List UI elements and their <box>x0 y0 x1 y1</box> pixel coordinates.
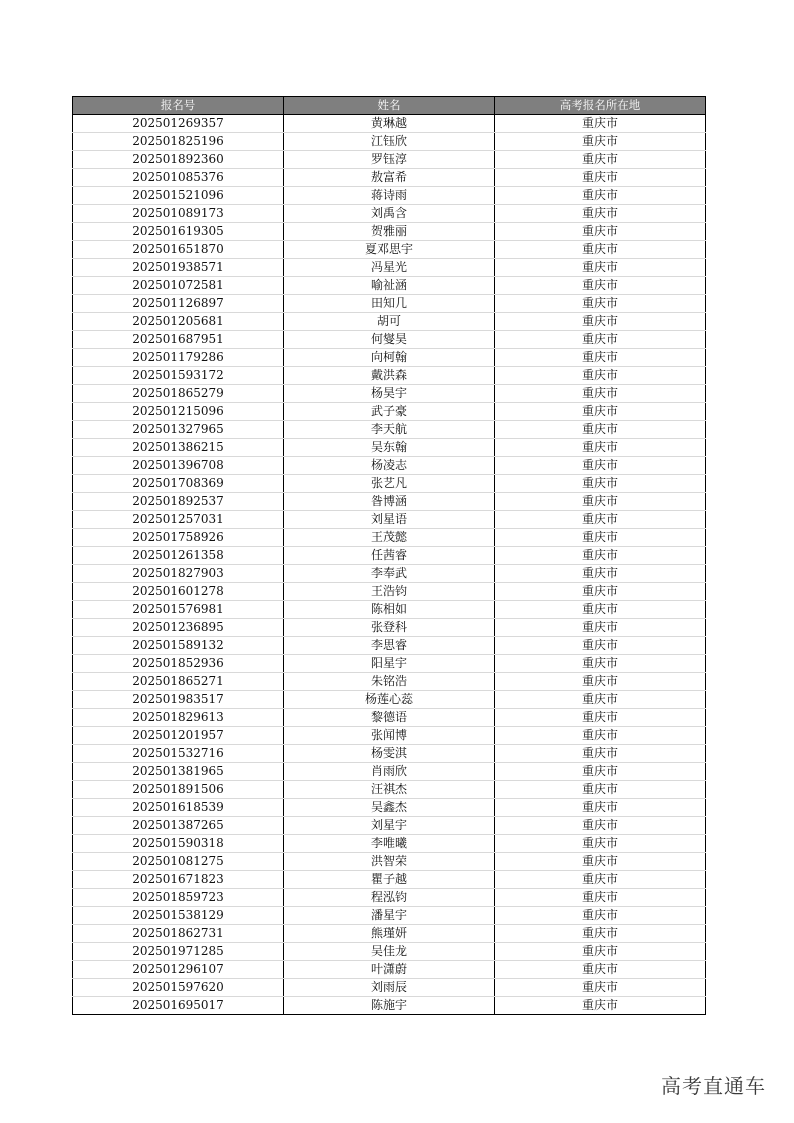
table-row <box>73 907 706 925</box>
registration-number-cell: 202501205681 <box>73 313 284 331</box>
location-cell: 重庆市 <box>495 313 706 331</box>
table-row <box>73 493 706 511</box>
name-cell: 肖雨欣 <box>284 763 495 781</box>
location-cell: 重庆市 <box>495 907 706 925</box>
location-cell: 重庆市 <box>495 799 706 817</box>
table-row <box>73 889 706 907</box>
location-cell: 重庆市 <box>495 673 706 691</box>
name-cell: 叶潇蔚 <box>284 961 495 979</box>
registration-number-cell: 202501576981 <box>73 601 284 619</box>
registration-number-cell: 202501938571 <box>73 259 284 277</box>
location-cell: 重庆市 <box>495 835 706 853</box>
location-cell: 重庆市 <box>495 169 706 187</box>
table-row <box>73 853 706 871</box>
registration-number-cell: 202501085376 <box>73 169 284 187</box>
location-cell: 重庆市 <box>495 403 706 421</box>
registration-number-cell: 202501381965 <box>73 763 284 781</box>
location-cell: 重庆市 <box>495 529 706 547</box>
name-cell: 黎德语 <box>284 709 495 727</box>
registration-number-cell: 202501829613 <box>73 709 284 727</box>
registration-number-cell: 202501269357 <box>73 115 284 133</box>
table-row <box>73 979 706 997</box>
name-cell: 黄琳越 <box>284 115 495 133</box>
registration-number-cell: 202501296107 <box>73 961 284 979</box>
registration-number-cell: 202501671823 <box>73 871 284 889</box>
registration-number-cell: 202501072581 <box>73 277 284 295</box>
table-row <box>73 277 706 295</box>
name-cell: 蒋诗雨 <box>284 187 495 205</box>
location-cell: 重庆市 <box>495 241 706 259</box>
location-cell: 重庆市 <box>495 259 706 277</box>
name-cell: 刘雨辰 <box>284 979 495 997</box>
name-cell: 罗钰淳 <box>284 151 495 169</box>
location-cell: 重庆市 <box>495 871 706 889</box>
name-cell: 戴洪森 <box>284 367 495 385</box>
table-row <box>73 727 706 745</box>
registration-number-cell: 202501532716 <box>73 745 284 763</box>
table-row <box>73 583 706 601</box>
location-cell: 重庆市 <box>495 637 706 655</box>
location-cell: 重庆市 <box>495 367 706 385</box>
location-cell: 重庆市 <box>495 349 706 367</box>
registration-number-cell: 202501201957 <box>73 727 284 745</box>
name-cell: 吴佳龙 <box>284 943 495 961</box>
registration-number-cell: 202501865279 <box>73 385 284 403</box>
table-row <box>73 133 706 151</box>
name-cell: 熊瑾妍 <box>284 925 495 943</box>
location-cell: 重庆市 <box>495 295 706 313</box>
registration-number-cell: 202501852936 <box>73 655 284 673</box>
name-cell: 瞿子越 <box>284 871 495 889</box>
header-registration-number: 报名号 <box>73 97 284 115</box>
name-cell: 洪智荣 <box>284 853 495 871</box>
registration-number-cell: 202501862731 <box>73 925 284 943</box>
table-row <box>73 511 706 529</box>
table-row <box>73 151 706 169</box>
registration-number-cell: 202501521096 <box>73 187 284 205</box>
location-cell: 重庆市 <box>495 115 706 133</box>
name-cell: 汪祺杰 <box>284 781 495 799</box>
table-row <box>73 205 706 223</box>
table-row <box>73 169 706 187</box>
name-cell: 张登科 <box>284 619 495 637</box>
name-cell: 武子豪 <box>284 403 495 421</box>
location-cell: 重庆市 <box>495 493 706 511</box>
table-row <box>73 673 706 691</box>
table-row <box>73 115 706 133</box>
table-row <box>73 655 706 673</box>
table-row <box>73 637 706 655</box>
location-cell: 重庆市 <box>495 709 706 727</box>
table-row <box>73 367 706 385</box>
registration-number-cell: 202501618539 <box>73 799 284 817</box>
table-row <box>73 709 706 727</box>
name-cell: 吴鑫杰 <box>284 799 495 817</box>
name-cell: 田知几 <box>284 295 495 313</box>
name-cell: 昝博涵 <box>284 493 495 511</box>
registration-number-cell: 202501651870 <box>73 241 284 259</box>
table-row <box>73 295 706 313</box>
registration-number-cell: 202501971285 <box>73 943 284 961</box>
registration-number-cell: 202501081275 <box>73 853 284 871</box>
location-cell: 重庆市 <box>495 583 706 601</box>
registration-number-cell: 202501758926 <box>73 529 284 547</box>
location-cell: 重庆市 <box>495 565 706 583</box>
table-row <box>73 817 706 835</box>
table-row <box>73 475 706 493</box>
registration-number-cell: 202501892360 <box>73 151 284 169</box>
table-row <box>73 781 706 799</box>
registration-number-cell: 202501687951 <box>73 331 284 349</box>
name-cell: 王浩钧 <box>284 583 495 601</box>
table-row <box>73 925 706 943</box>
location-cell: 重庆市 <box>495 997 706 1015</box>
name-cell: 杨昊宇 <box>284 385 495 403</box>
registration-number-cell: 202501215096 <box>73 403 284 421</box>
location-cell: 重庆市 <box>495 979 706 997</box>
registration-number-cell: 202501601278 <box>73 583 284 601</box>
registration-number-cell: 202501126897 <box>73 295 284 313</box>
registration-number-cell: 202501859723 <box>73 889 284 907</box>
table-row <box>73 943 706 961</box>
table-row <box>73 313 706 331</box>
registration-number-cell: 202501327965 <box>73 421 284 439</box>
table-row <box>73 241 706 259</box>
table-body <box>73 115 706 1015</box>
registration-number-cell: 202501825196 <box>73 133 284 151</box>
location-cell: 重庆市 <box>495 619 706 637</box>
location-cell: 重庆市 <box>495 457 706 475</box>
registration-number-cell: 202501261358 <box>73 547 284 565</box>
name-cell: 潘星宇 <box>284 907 495 925</box>
table-row <box>73 961 706 979</box>
registration-number-cell: 202501589132 <box>73 637 284 655</box>
name-cell: 程泓钧 <box>284 889 495 907</box>
location-cell: 重庆市 <box>495 475 706 493</box>
name-cell: 张闻博 <box>284 727 495 745</box>
registration-number-cell: 202501891506 <box>73 781 284 799</box>
registration-number-cell: 202501892537 <box>73 493 284 511</box>
name-cell: 向柯翰 <box>284 349 495 367</box>
table-row <box>73 529 706 547</box>
table-row <box>73 349 706 367</box>
location-cell: 重庆市 <box>495 961 706 979</box>
name-cell: 张艺凡 <box>284 475 495 493</box>
table-row <box>73 331 706 349</box>
location-cell: 重庆市 <box>495 763 706 781</box>
location-cell: 重庆市 <box>495 187 706 205</box>
name-cell: 杨雯淇 <box>284 745 495 763</box>
name-cell: 杨莲心蕊 <box>284 691 495 709</box>
name-cell: 李天航 <box>284 421 495 439</box>
name-cell: 陈相如 <box>284 601 495 619</box>
name-cell: 任茜睿 <box>284 547 495 565</box>
location-cell: 重庆市 <box>495 943 706 961</box>
registration-number-cell: 202501236895 <box>73 619 284 637</box>
header-registration-location: 高考报名所在地 <box>495 97 706 115</box>
location-cell: 重庆市 <box>495 205 706 223</box>
registration-number-cell: 202501983517 <box>73 691 284 709</box>
location-cell: 重庆市 <box>495 655 706 673</box>
name-cell: 敖富希 <box>284 169 495 187</box>
location-cell: 重庆市 <box>495 853 706 871</box>
table-row <box>73 619 706 637</box>
location-cell: 重庆市 <box>495 151 706 169</box>
location-cell: 重庆市 <box>495 601 706 619</box>
name-cell: 刘禹含 <box>284 205 495 223</box>
location-cell: 重庆市 <box>495 547 706 565</box>
location-cell: 重庆市 <box>495 331 706 349</box>
name-cell: 王茂懿 <box>284 529 495 547</box>
table-row <box>73 745 706 763</box>
registration-number-cell: 202501708369 <box>73 475 284 493</box>
registration-number-cell: 202501865271 <box>73 673 284 691</box>
location-cell: 重庆市 <box>495 439 706 457</box>
location-cell: 重庆市 <box>495 889 706 907</box>
location-cell: 重庆市 <box>495 421 706 439</box>
name-cell: 阳星宇 <box>284 655 495 673</box>
name-cell: 冯星光 <box>284 259 495 277</box>
header-name: 姓名 <box>284 97 495 115</box>
name-cell: 吴东翰 <box>284 439 495 457</box>
table-row <box>73 871 706 889</box>
location-cell: 重庆市 <box>495 277 706 295</box>
table-row <box>73 439 706 457</box>
location-cell: 重庆市 <box>495 781 706 799</box>
table-header <box>73 97 706 115</box>
name-cell: 刘星语 <box>284 511 495 529</box>
table-row <box>73 601 706 619</box>
table-row <box>73 259 706 277</box>
table-row <box>73 799 706 817</box>
registration-number-cell: 202501089173 <box>73 205 284 223</box>
table-row <box>73 997 706 1015</box>
location-cell: 重庆市 <box>495 223 706 241</box>
table-row <box>73 385 706 403</box>
name-cell: 李奉武 <box>284 565 495 583</box>
registration-number-cell: 202501386215 <box>73 439 284 457</box>
location-cell: 重庆市 <box>495 133 706 151</box>
location-cell: 重庆市 <box>495 511 706 529</box>
table-row <box>73 421 706 439</box>
registration-number-cell: 202501695017 <box>73 997 284 1015</box>
name-cell: 陈施宇 <box>284 997 495 1015</box>
registration-number-cell: 202501590318 <box>73 835 284 853</box>
table-row <box>73 565 706 583</box>
table-row <box>73 457 706 475</box>
name-cell: 江钰欣 <box>284 133 495 151</box>
registration-number-cell: 202501597620 <box>73 979 284 997</box>
registration-number-cell: 202501593172 <box>73 367 284 385</box>
table-row <box>73 547 706 565</box>
table-row <box>73 691 706 709</box>
registration-number-cell: 202501538129 <box>73 907 284 925</box>
name-cell: 夏邓思宇 <box>284 241 495 259</box>
name-cell: 杨凌志 <box>284 457 495 475</box>
table-row <box>73 187 706 205</box>
name-cell: 刘星宇 <box>284 817 495 835</box>
location-cell: 重庆市 <box>495 925 706 943</box>
registration-number-cell: 202501387265 <box>73 817 284 835</box>
name-cell: 李思睿 <box>284 637 495 655</box>
registration-number-cell: 202501396708 <box>73 457 284 475</box>
location-cell: 重庆市 <box>495 727 706 745</box>
table-row <box>73 835 706 853</box>
name-cell: 喻祉涵 <box>284 277 495 295</box>
table-row <box>73 403 706 421</box>
name-cell: 李唯曦 <box>284 835 495 853</box>
registration-number-cell: 202501257031 <box>73 511 284 529</box>
watermark-text: 高考直通车 <box>661 1074 766 1098</box>
name-cell: 何燮昊 <box>284 331 495 349</box>
registration-number-cell: 202501179286 <box>73 349 284 367</box>
table-row <box>73 223 706 241</box>
registration-number-cell: 202501619305 <box>73 223 284 241</box>
header-row <box>73 97 706 115</box>
location-cell: 重庆市 <box>495 745 706 763</box>
location-cell: 重庆市 <box>495 817 706 835</box>
table-row <box>73 763 706 781</box>
name-cell: 朱铭浩 <box>284 673 495 691</box>
name-cell: 胡可 <box>284 313 495 331</box>
location-cell: 重庆市 <box>495 691 706 709</box>
name-cell: 贺雅丽 <box>284 223 495 241</box>
registration-number-cell: 202501827903 <box>73 565 284 583</box>
location-cell: 重庆市 <box>495 385 706 403</box>
registration-table <box>72 96 706 1015</box>
